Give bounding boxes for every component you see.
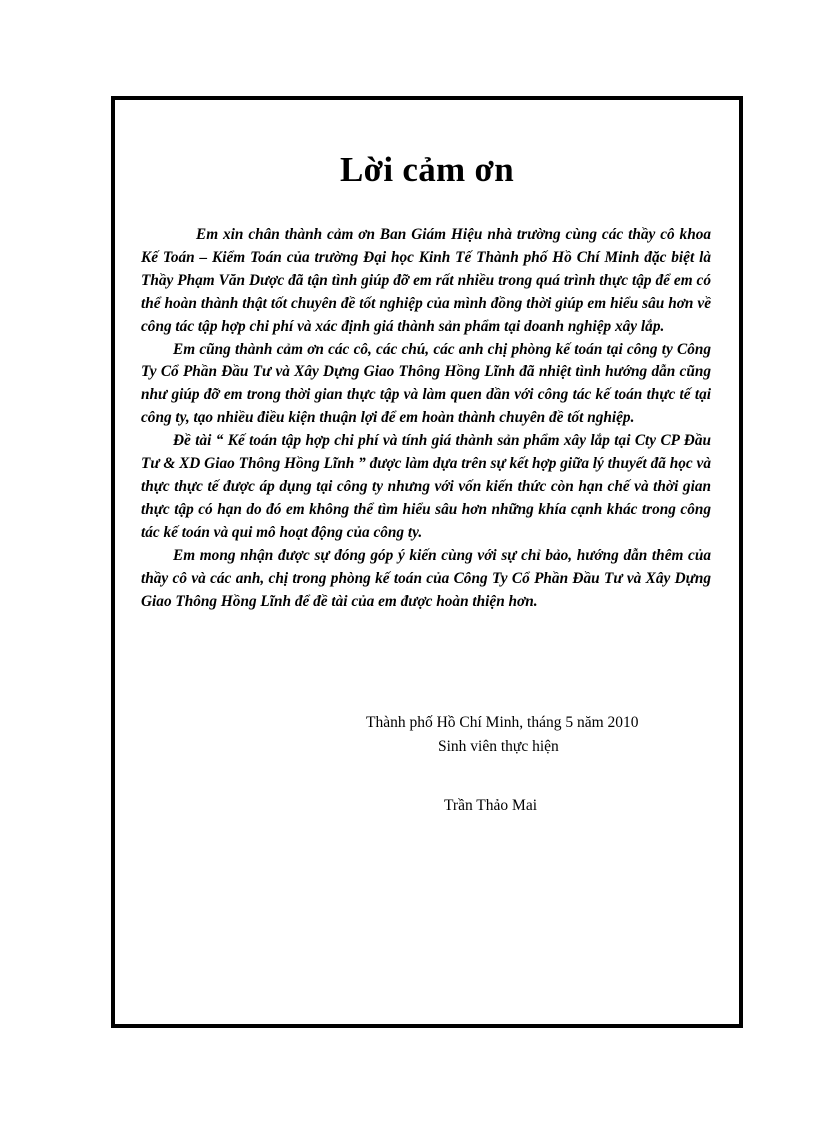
paragraph-3: Đề tài “ Kế toán tập hợp chi phí và tính giá thành sản phẩm xây lắp tại Cty CP Đầu Tư & XD Giao Thông Hồng Lĩnh ” được làm dựa trên sự kết hợp giữa lý thuyết đã học và thực thực tế được áp dụng tại công ty nhưng với vốn kiến thức còn hạn chế và thời gian thực tập có hạn do đó em không thể tìm hiểu sâu hơn những khía cạnh khác trong công tác kế toán và qui mô hoạt động của công ty. xyxy=(141,432,711,541)
acknowledgement-body xyxy=(141,224,711,613)
signature-place-date: Thành phố Hồ Chí Minh, tháng 5 năm 2010 xyxy=(366,714,639,731)
paragraph-4: Em mong nhận được sự đóng góp ý kiến cùng với sự chỉ bảo, hướng dẫn thêm của thầy cô và các anh, chị trong phòng kế toán của Công Ty Cổ Phần Đầu Tư và Xây Dựng Giao Thông Hồng Lĩnh để đề tài của em được hoàn thiện hơn. xyxy=(141,546,711,610)
signature-name: Trần Thảo Mai xyxy=(444,797,537,814)
signature-role: Sinh viên thực hiện xyxy=(438,738,559,755)
document-title: Lời cảm ơn xyxy=(340,150,514,189)
paragraph-2: Em cũng thành cảm ơn các cô, các chú, các anh chị phòng kế toán tại công ty Công Ty Cổ Phần Đầu Tư và Xây Dựng Giao Thông Hồng Lĩnh đã nhiệt tình hướng dẫn cũng như giúp đỡ em trong thời gian thực tập và làm quen dần với công tác kế toán thực tế tại công ty, tạo nhiều điều kiện thuận lợi để em hoàn thành chuyên đề tốt nghiệp. xyxy=(141,340,711,427)
paragraph-1: Em xin chân thành cảm ơn Ban Giám Hiệu nhà trường cùng các thầy cô khoa Kế Toán – Kiểm Toán của trường Đại học Kinh Tế Thành phố Hồ Chí Minh đặc biệt là Thầy Phạm Văn Dược đã tận tình giúp đỡ em rất nhiều trong quá trình thực tập để em có thể hoàn thành thật tốt chuyên đề tốt nghiệp của mình đồng thời giúp em hiểu sâu hơn về công tác tập hợp chi phí và xác định giá thành sản phẩm tại doanh nghiệp xây lắp. xyxy=(141,226,711,335)
page-border-frame xyxy=(111,96,743,1028)
